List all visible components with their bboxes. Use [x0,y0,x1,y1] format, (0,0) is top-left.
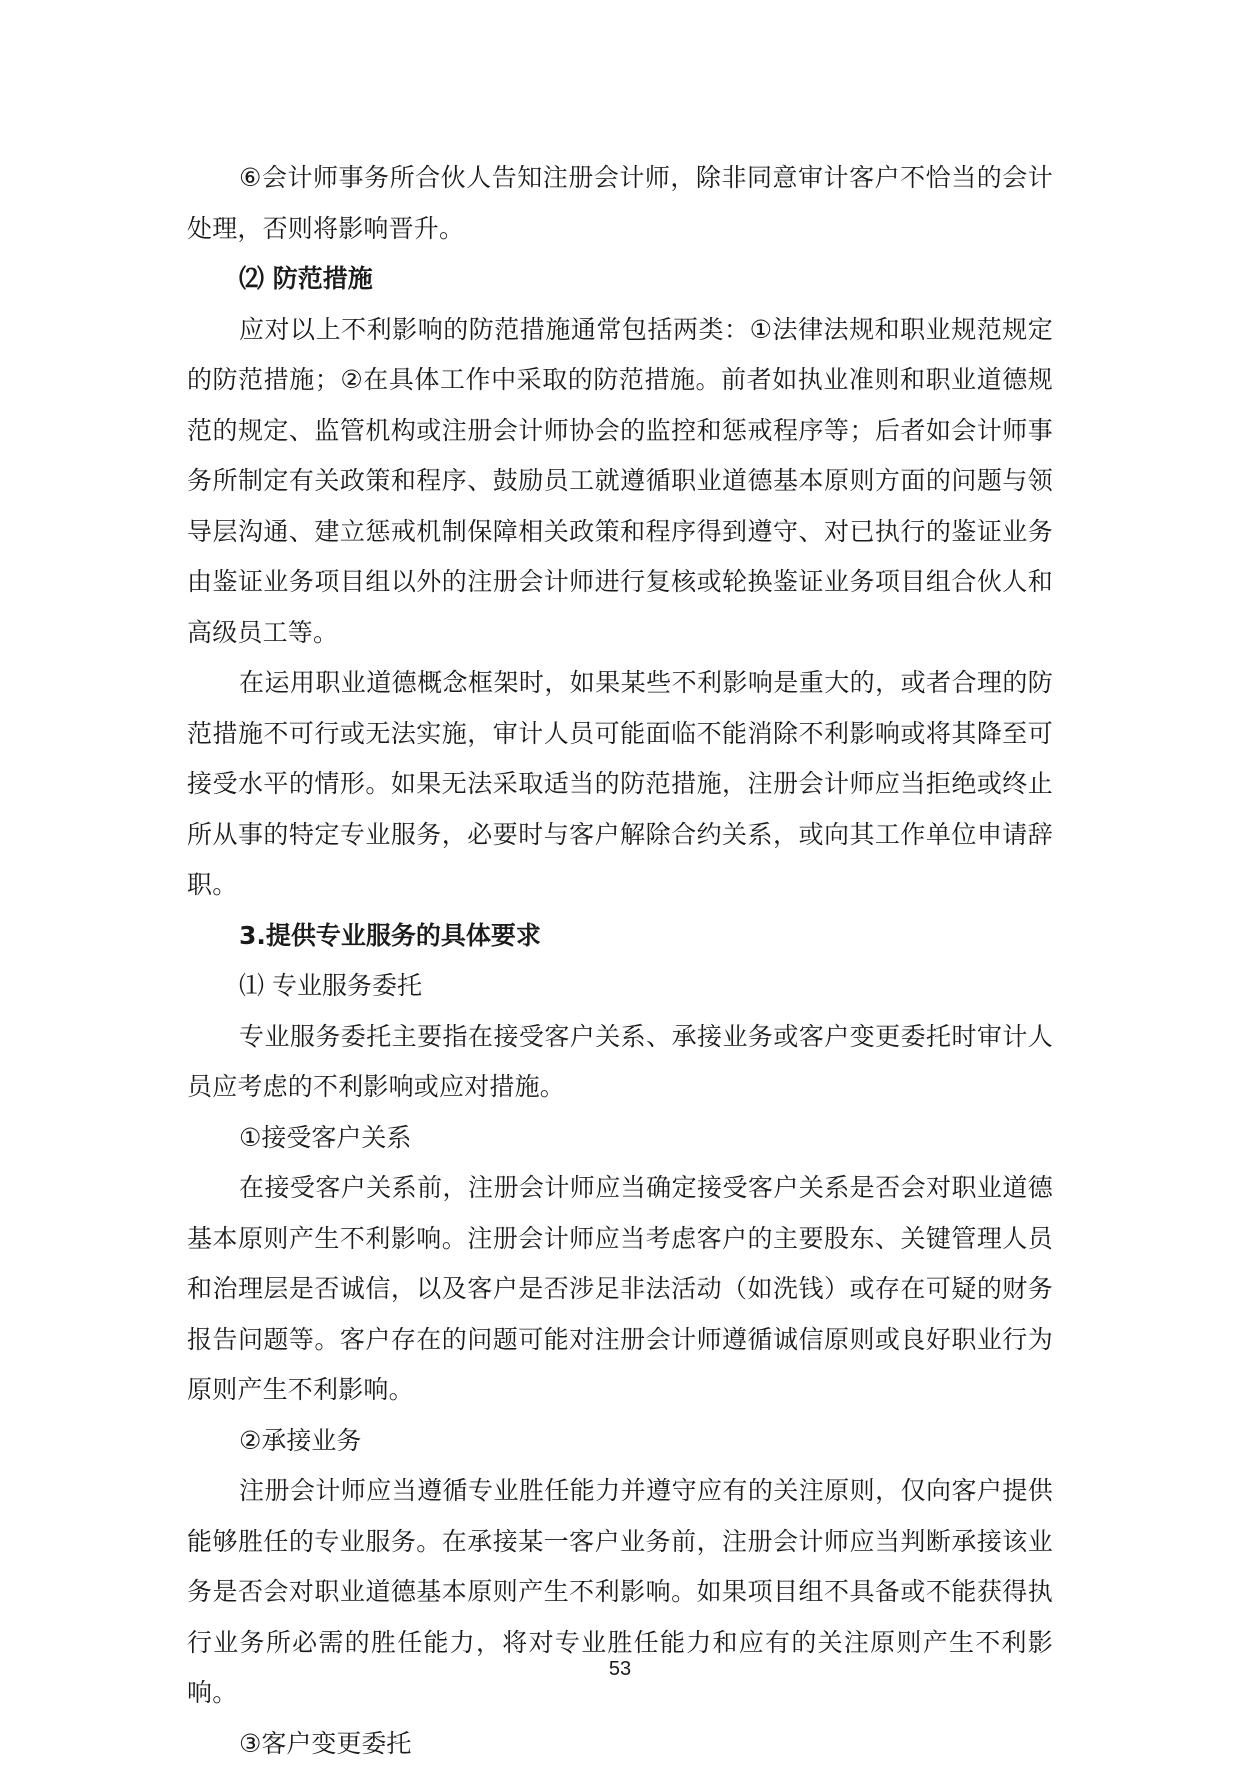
paragraph-safeguard-types: 应对以上不利影响的防范措施通常包括两类：①法律法规和职业规范规定的防范措施；②在具体工作中采取的防范措施。前者如执业准则和职业道德规范的规定、监管机构或注册会计师协会的监控和惩戒程序等；后者如会计师事务所制定有关政策和程序、鼓励员工就遵循职业道德基本原则方面的问题与领导层沟通、建立惩戒机制保障相关政策和程序得到遵守、对已执行的鉴证业务由鉴证业务项目组以外的注册会计师进行复核或轮换鉴证业务项目组合伙人和高级员工等。 [187,305,1053,659]
page-number: 53 [0,1658,1240,1681]
heading-safeguards: ⑵ 防范措施 [187,254,1053,305]
item-engagement-acceptance: ②承接业务 [187,1416,1053,1467]
heading-specific-requirements: 3.提供专业服务的具体要求 [187,911,1053,962]
subheading-engagement: ⑴ 专业服务委托 [187,961,1053,1012]
item-client-change: ③客户变更委托 [187,1719,1053,1769]
paragraph-engagement-acceptance: 注册会计师应当遵循专业胜任能力并遵守应有的关注原则，仅向客户提供能够胜任的专业服务。在承接某一客户业务前，注册会计师应当判断承接该业务是否会对职业道德基本原则产生不利影响。如果项目组不具备或不能获得执行业务所必需的胜任能力，将对专业胜任能力和应有的关注原则产生不利影响。 [187,1466,1053,1719]
item-client-acceptance: ①接受客户关系 [187,1113,1053,1164]
paragraph-partner-pressure: ⑥会计师事务所合伙人告知注册会计师，除非同意审计客户不恰当的会计处理，否则将影响晋升。 [187,153,1053,254]
paragraph-framework-application: 在运用职业道德概念框架时，如果某些不利影响是重大的，或者合理的防范措施不可行或无法实施，审计人员可能面临不能消除不利影响或将其降至可接受水平的情形。如果无法采取适当的防范措施，注册会计师应当拒绝或终止所从事的特定专业服务，必要时与客户解除合约关系，或向其工作单位申请辞职。 [187,658,1053,911]
page-body [187,153,1053,1769]
paragraph-client-acceptance: 在接受客户关系前，注册会计师应当确定接受客户关系是否会对职业道德基本原则产生不利影响。注册会计师应当考虑客户的主要股东、关键管理人员和治理层是否诚信，以及客户是否涉足非法活动（如洗钱）或存在可疑的财务报告问题等。客户存在的问题可能对注册会计师遵循诚信原则或良好职业行为原则产生不利影响。 [187,1163,1053,1416]
paragraph-engagement-definition: 专业服务委托主要指在接受客户关系、承接业务或客户变更委托时审计人员应考虑的不利影响或应对措施。 [187,1012,1053,1113]
